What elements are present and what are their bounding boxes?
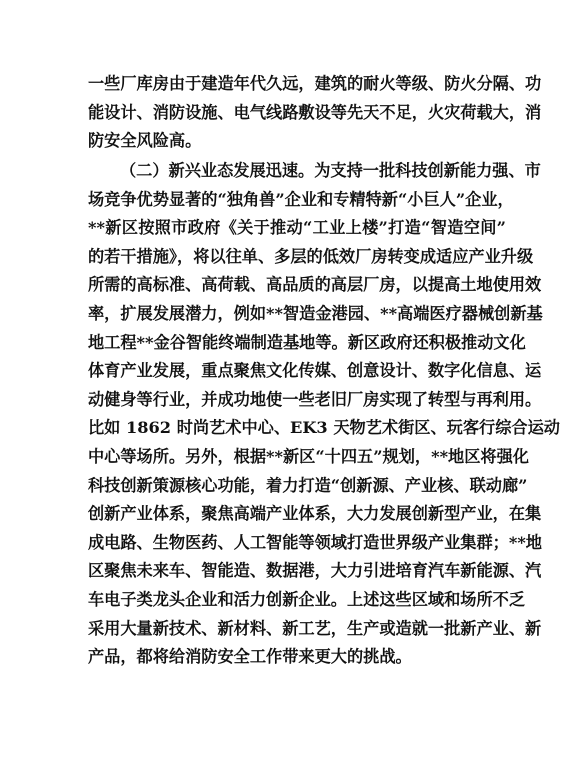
text-line: 体育产业发展，重点聚焦文化传媒、创意设计、数字化信息、运 bbox=[88, 361, 542, 381]
text-line: 一些厂库房由于建造年代久远，建筑的耐火等级、防火分隔、功 bbox=[88, 74, 542, 93]
text-line: 场竞争优势显著的“独角兽”企业和专精特新“小巨人”企业， bbox=[88, 189, 514, 209]
text-line: 区聚焦未来车、智能造、数据港，大力引进培育汽车新能源、汽 bbox=[88, 561, 542, 581]
text-line: 率，扩展发展潜力，例如**智造金港园、**高端医疗器械创新基 bbox=[88, 303, 543, 323]
text-line: 地工程**金谷智能终端制造基地等。新区政府还积极推动文化 bbox=[88, 332, 526, 352]
text-line: 科技创新策源核心功能，着力打造“创新源、产业核、联动廊” bbox=[88, 475, 528, 495]
text-line: 防安全风险高。 bbox=[88, 131, 202, 151]
text-line: 产品，都将给消防安全工作带来更大的挑战。 bbox=[88, 647, 412, 667]
text-line: 比如 1862 时尚艺术中心、EK3 天物艺术街区、玩客行综合运动 bbox=[88, 418, 560, 438]
text-line: 创新产业体系，聚焦高端产业体系，大力发展创新型产业，在集 bbox=[88, 504, 542, 524]
text-line: 成电路、生物医药、人工智能等领域打造世界级产业集群；**地 bbox=[88, 532, 542, 552]
text-line: 动健身等行业，并成功地使一些老旧厂房实现了转型与再利用。 bbox=[88, 389, 542, 409]
paragraph-fire-risk bbox=[88, 70, 542, 156]
text-line: 中心等场所。另外，根据**新区“十四五”规划，**地区将强化 bbox=[88, 446, 529, 466]
text-line: 能设计、消防设施、电气线路敷设等先天不足，火灾荷载大，消 bbox=[88, 102, 542, 122]
text-line: 车电子类龙头企业和活力创新企业。上述这些区域和场所不乏 bbox=[88, 589, 526, 609]
text-line: 的若干措施》，将以往单、多层的低效厂房转变成适应产业升级 bbox=[88, 246, 534, 266]
text-line: **新区按照市政府《关于推动“工业上楼”打造“智造空间” bbox=[88, 218, 506, 238]
text-line: （二）新兴业态发展迅速。为支持一批科技创新能力强、市 bbox=[120, 161, 541, 180]
text-line: 所需的高标准、高荷载、高品质的高层厂房，以提高土地使用效 bbox=[88, 275, 542, 295]
paragraph-new-industries bbox=[88, 157, 560, 672]
text-line: 采用大量新技术、新材料、新工艺，生产或造就一批新产业、新 bbox=[88, 618, 542, 638]
